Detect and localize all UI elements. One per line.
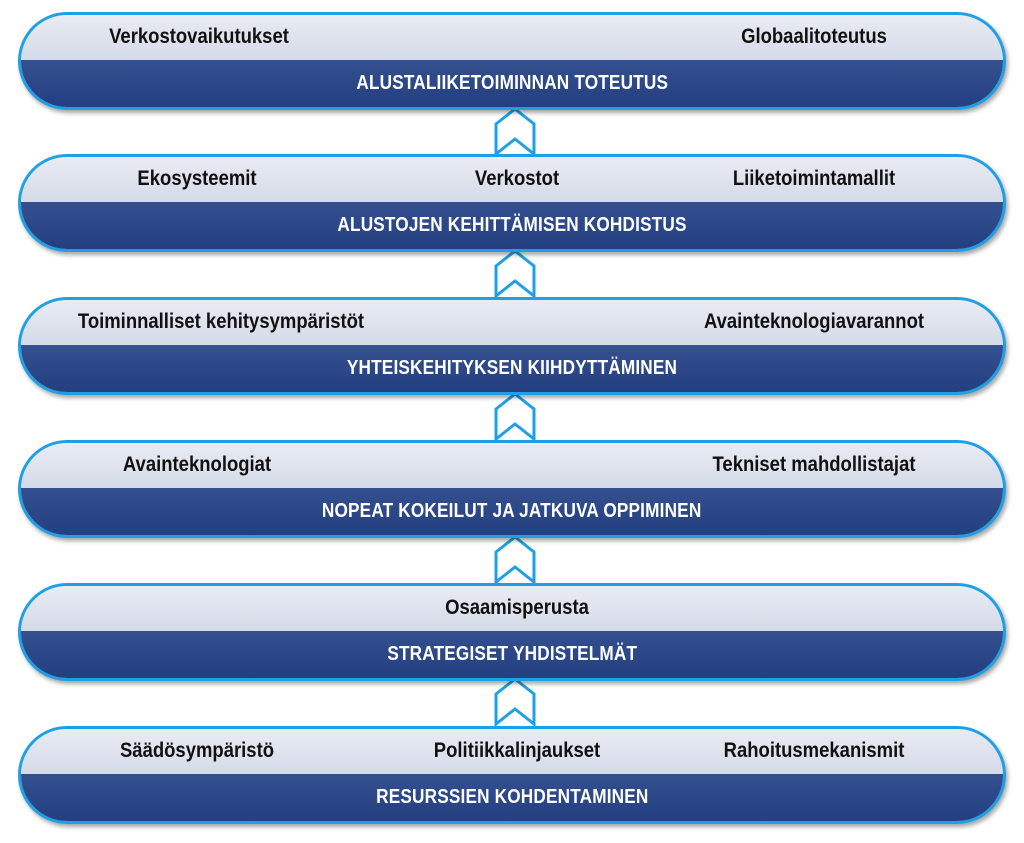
up-chevron-arrow-icon <box>492 248 538 298</box>
layer-strategic-combinations <box>18 583 1006 681</box>
layer-item: Tekniset mahdollistajat <box>712 453 916 476</box>
layer-item: Verkostot <box>474 167 560 190</box>
layer-resource-allocation <box>18 726 1006 824</box>
layer-items-band <box>21 300 1003 348</box>
layer-items-band <box>21 15 1003 63</box>
layer-co-development <box>18 297 1006 395</box>
layer-platform-targeting <box>18 154 1006 252</box>
layer-item: Osaamisperusta <box>445 596 589 619</box>
layer-items-band <box>21 157 1003 205</box>
layer-item: Politiikkalinjaukset <box>433 739 601 762</box>
layer-title: YHTEISKEHITYKSEN KIIHDYTTÄMINEN <box>346 357 678 379</box>
layer-title: RESURSSIEN KOHDENTAMINEN <box>375 786 649 808</box>
layer-items-band <box>21 443 1003 491</box>
layer-item: Avainteknologiat <box>122 453 272 476</box>
layer-item: Verkostovaikutukset <box>109 25 289 48</box>
layer-title-band <box>21 202 1003 249</box>
layer-items-band <box>21 729 1003 777</box>
layer-item: Ekosysteemit <box>137 167 257 190</box>
layer-item: Rahoitusmekanismit <box>723 739 905 762</box>
layer-platform-implementation <box>18 12 1006 110</box>
layer-title-band <box>21 345 1003 392</box>
layer-rapid-experiments <box>18 440 1006 538</box>
layer-title: ALUSTALIIKETOIMINNAN TOTEUTUS <box>356 72 668 94</box>
layer-item: Säädösympäristö <box>119 739 275 762</box>
up-chevron-arrow-icon <box>492 106 538 156</box>
layer-title-band <box>21 488 1003 535</box>
up-chevron-arrow-icon <box>492 391 538 441</box>
layer-items-band <box>21 586 1003 634</box>
up-chevron-arrow-icon <box>492 676 538 726</box>
layer-item: Avainteknologiavarannot <box>703 310 925 333</box>
layer-title-band <box>21 774 1003 821</box>
layer-item: Liiketoimintamallit <box>732 167 896 190</box>
layer-title: NOPEAT KOKEILUT JA JATKUVA OPPIMINEN <box>322 500 702 522</box>
layer-item: Globaalitoteutus <box>741 25 887 48</box>
layer-title: STRATEGISET YHDISTELMÄT <box>387 643 637 665</box>
layer-title: ALUSTOJEN KEHITTÄMISEN KOHDISTUS <box>337 214 687 236</box>
layer-title-band <box>21 60 1003 107</box>
layer-item: Toiminnalliset kehitysympäristöt <box>77 310 365 333</box>
up-chevron-arrow-icon <box>492 534 538 584</box>
layer-title-band <box>21 631 1003 678</box>
